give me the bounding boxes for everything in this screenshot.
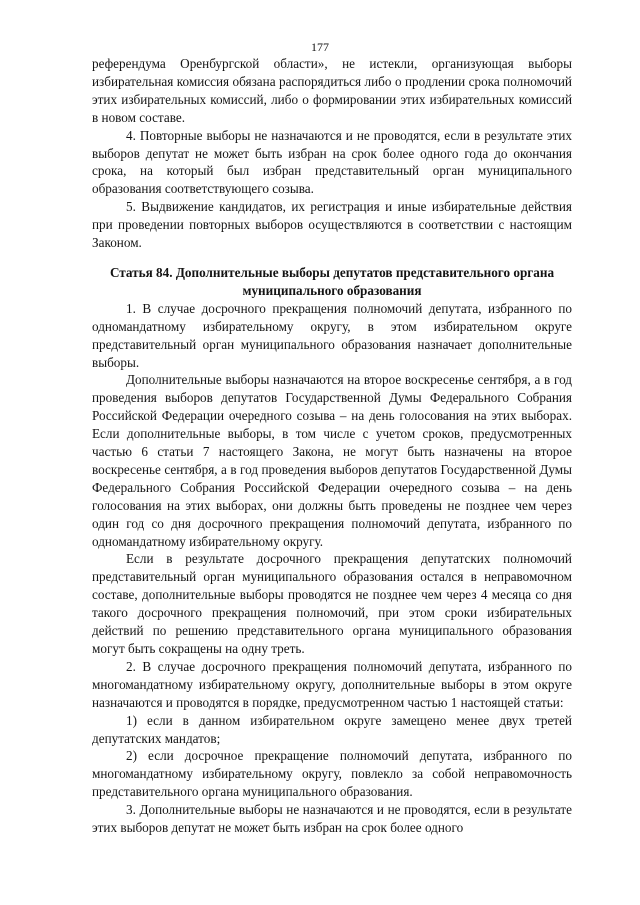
article-paragraph: 1. В случае досрочного прекращения полномочий депутата, избранного по одномандатному избирательному округу, в этом избирательном округе представительный орган муниципального образования назначает дополнительные выборы. [92, 300, 572, 370]
article-paragraph: Если в результате досрочного прекращения депутатских полномочий представительный орган муниципального образования остался в неправомочном составе, дополнительные выборы проводятся не позднее чем через 4 месяца со дня такого досрочного прекращения полномочий, при этом сроки избирательных действий по решению представительного органа муниципального образования могут быть сокращены на одну треть. [92, 551, 572, 656]
paragraph-repeat-elections-procedure: 5. Выдвижение кандидатов, их регистрация и иные избирательные действия при проведении повторных выборов осуществляются в соответствии с настоящим Законом. [92, 199, 572, 251]
article-body [92, 300, 572, 837]
article-heading: Статья 84. Дополнительные выборы депутатов представительного органа муниципального образования [109, 264, 555, 298]
article-list-item: 1) если в данном избирательном округе замещено менее двух третей депутатских мандатов; [92, 712, 572, 746]
continuation-paragraph: референдума Оренбургской области», не истекли, организующая выборы избирательная комиссия обязана распорядиться либо о продлении срока полномочий этих избирательных комиссий, либо о формировании этих избирательных комиссий в новом составе. [92, 56, 572, 125]
article-paragraph: 2. В случае досрочного прекращения полномочий депутата, избранного по многомандатному избирательному округу, дополнительные выборы в этом округе назначаются и проводятся в порядке, предусмотренном частью 1 настоящей статьи: [92, 658, 572, 710]
article-paragraph: 3. Дополнительные выборы не назначаются и не проводятся, если в результате этих выборов депутат не может быть избран на срок более одного [92, 802, 572, 836]
article-list-item: 2) если досрочное прекращение полномочий депутата, избранного по многомандатному избирательному округу, повлекло за собой неправомочность представительного органа муниципального образования. [92, 748, 572, 800]
page-content [92, 55, 572, 837]
page-number: 177 [311, 40, 329, 54]
article-paragraph: Дополнительные выборы назначаются на второе воскресенье сентября, а в год проведения выборов депутатов Государственной Думы Федерального Собрания Российской Федерации очередного созыва – на день голосования на этих выборах. Если дополнительные выборы, в том числе с учетом сроков, предусмотренных частью 6 статьи 7 настоящего Закона, не могут быть назначены на второе воскресенье сентября, а в год проведения выборов депутатов Государственной Думы Федерального Собрания Российской Федерации очередного созыва – на день голосования на этих выборах, они должны быть проведены не позднее чем через один год со дня досрочного прекращения полномочий депутата, избранного по одномандатному избирательному округу. [92, 372, 572, 549]
paragraph-repeat-elections-term: 4. Повторные выборы не назначаются и не проводятся, если в результате этих выборов депутат не может быть избран на срок более одного года до окончания срока, на который был избран представительный орган муниципального образования соответствующего созыва. [92, 127, 572, 197]
